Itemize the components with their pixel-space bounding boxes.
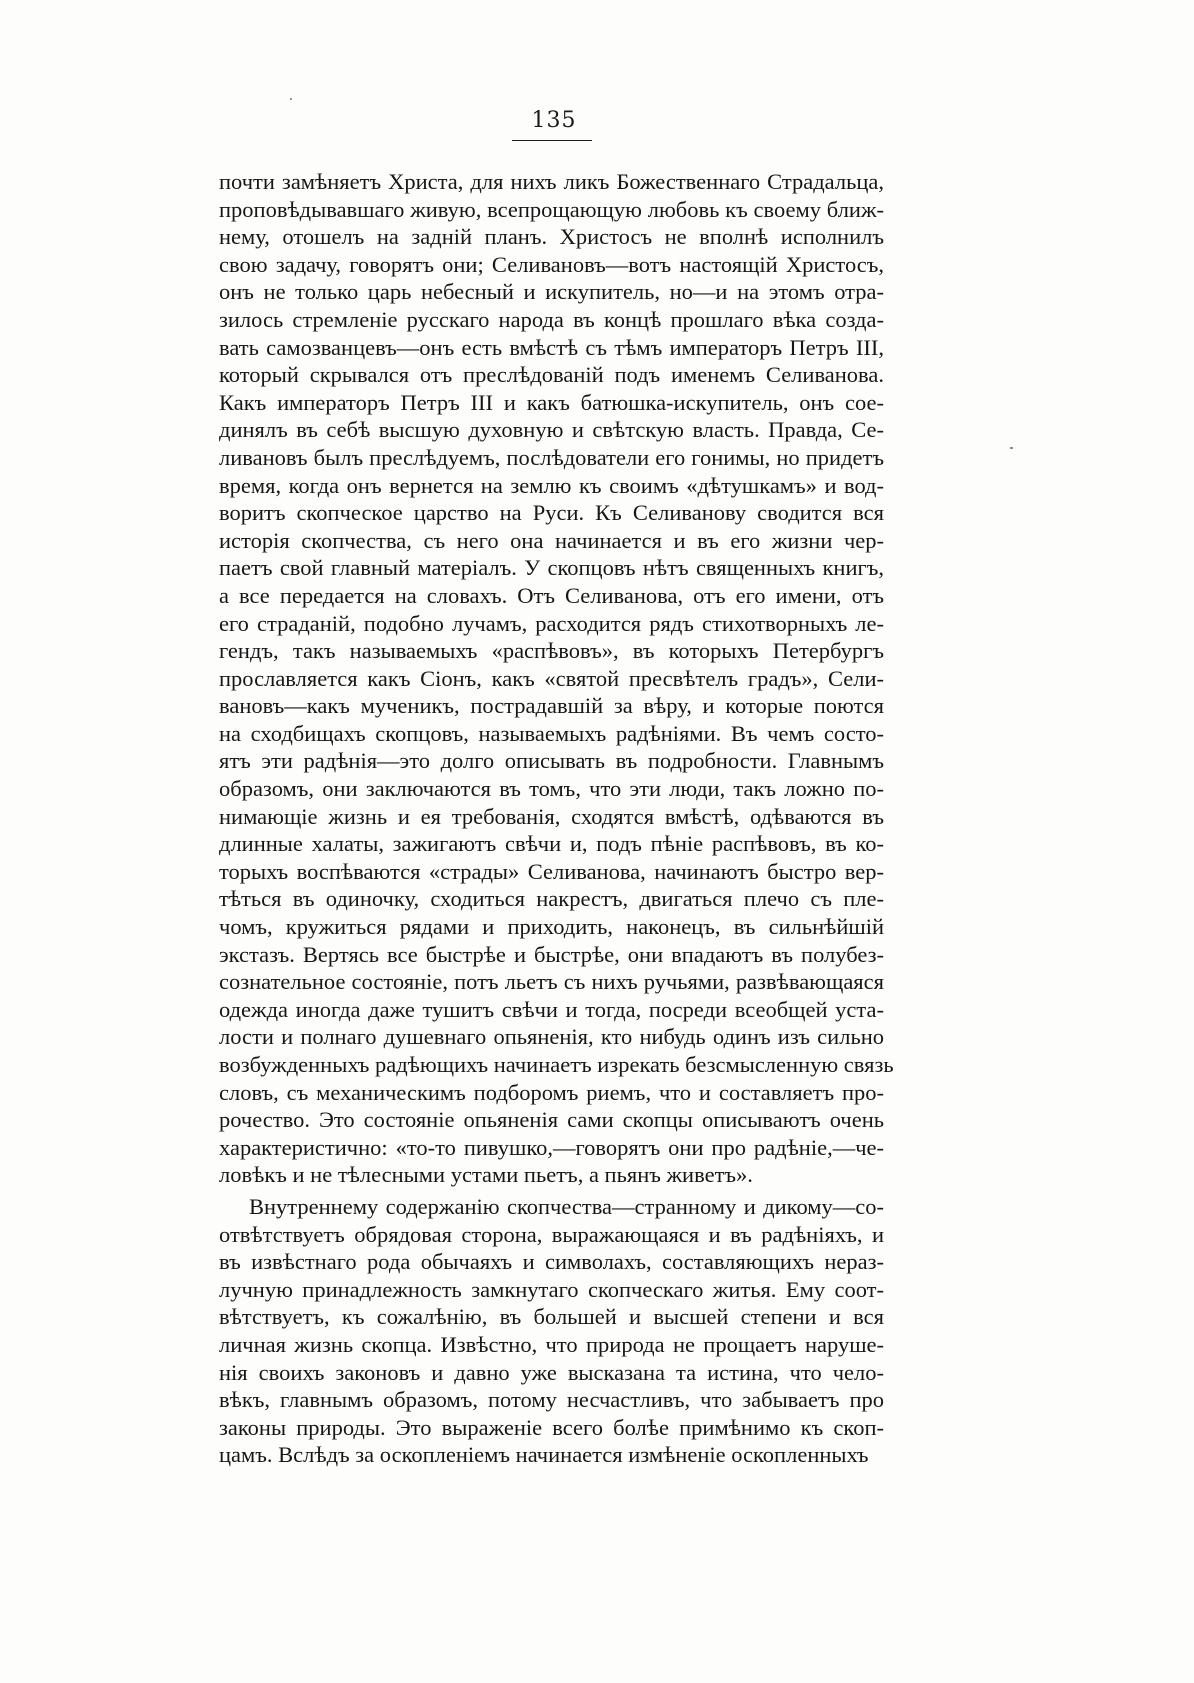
text-line: время, когда онъ вернется на землю къ своимъ «дѣтушкамъ» и вод- bbox=[219, 472, 884, 498]
page-number-rule bbox=[512, 140, 592, 141]
text-line: торыхъ воспѣваются «страды» Селиванова, начинаютъ быстро вер- bbox=[219, 858, 884, 884]
text-line: воритъ скопческое царство на Руси. Къ Селиванову сводится вся bbox=[219, 500, 884, 526]
text-line: который скрывался отъ преслѣдованій подъ именемъ Селиванова. bbox=[219, 362, 884, 388]
text-line: экстазъ. Вертясь все быстрѣе и быстрѣе, они впадаютъ въ полубез- bbox=[219, 941, 884, 967]
text-line: тѣться въ одиночку, сходиться накрестъ, двигаться плечо съ пле- bbox=[219, 886, 884, 912]
text-line: а все передается на словахъ. Отъ Селиванова, отъ его имени, отъ bbox=[219, 582, 884, 608]
text-line: Какъ императоръ Петръ III и какъ батюшка-искупитель, онъ сое- bbox=[219, 389, 884, 415]
text-line: паетъ свой главный матеріалъ. У скопцовъ нѣтъ священныхъ книгъ, bbox=[219, 555, 884, 581]
text-line: ловѣкъ и не тѣлесными устами пьетъ, а пьянъ живетъ». bbox=[219, 1162, 753, 1188]
page-number: 135 bbox=[531, 108, 577, 133]
text-line: вѣтствуетъ, къ сожалѣнію, въ большей и высшей степени и вся bbox=[219, 1304, 884, 1330]
text-line: онъ не только царь небесный и искупитель, но—и на этомъ отра- bbox=[219, 279, 884, 305]
text-line: его страданій, подобно лучамъ, расходится рядъ стихотворныхъ ле- bbox=[219, 610, 884, 636]
text-line: нему, отошелъ на задній планъ. Христосъ не вполнѣ исполнилъ bbox=[219, 224, 884, 250]
text-line: на сходбищахъ скопцовъ, называемыхъ радѣніями. Въ чемъ состо- bbox=[219, 720, 884, 746]
scan-speck bbox=[1010, 447, 1013, 449]
text-line: Внутреннему содержанію скопчества—странному и дикому—со- bbox=[249, 1193, 884, 1219]
text-line: вать самозванцевъ—онъ есть вмѣстѣ съ тѣмъ императоръ Петръ III, bbox=[219, 334, 884, 360]
text-line: лучную принадлежность замкнутаго скопческаго житья. Ему соот- bbox=[219, 1276, 884, 1302]
paragraph bbox=[219, 1193, 884, 1469]
text-line: вановъ—какъ мученикъ, пострадавшій за вѣру, и которые поются bbox=[219, 693, 884, 719]
text-line: отвѣтствуетъ обрядовая сторона, выражающаяся и въ радѣніяхъ, и bbox=[219, 1221, 884, 1247]
text-line: нія своихъ законовъ и давно уже высказана та истина, что чело- bbox=[219, 1359, 884, 1385]
body-text bbox=[219, 168, 894, 1469]
text-line: возбужденныхъ радѣющихъ начинаетъ изрекать безсмысленную связь bbox=[219, 1052, 894, 1077]
text-line: исторія скопчества, съ него она начинается и въ его жизни чер- bbox=[219, 527, 884, 553]
text-line: рочество. Это состояніе опьяненія сами скопцы описываютъ очень bbox=[219, 1107, 884, 1133]
text-line: сознательное состояніе, потъ льетъ съ нихъ ручьями, развѣвающаяся bbox=[219, 969, 884, 995]
text-line: ливановъ былъ преслѣдуемъ, послѣдователи его гонимы, но придетъ bbox=[219, 444, 884, 470]
text-line: лости и полнаго душевнаго опьяненія, кто нибудь одинъ изъ сильно bbox=[219, 1024, 884, 1050]
text-line: нимающіе жизнь и ея требованія, сходятся вмѣстѣ, одѣваются въ bbox=[219, 803, 884, 829]
text-line: прославляется какъ Сіонъ, какъ «святой пресвѣтелъ градъ», Сели- bbox=[219, 665, 884, 691]
text-line: въ извѣстнаго рода обычаяхъ и символахъ, составляющихъ нераз- bbox=[219, 1249, 884, 1275]
text-line: вѣкъ, главнымъ образомъ, потому несчастливъ, что забываетъ про bbox=[219, 1387, 884, 1413]
text-line: образомъ, они заключаются въ томъ, что эти люди, такъ ложно по- bbox=[219, 776, 884, 802]
text-line: одежда иногда даже тушитъ свѣчи и тогда, посреди всеобщей уста- bbox=[219, 996, 884, 1022]
text-line: свою задачу, говорятъ они; Селивановъ—вотъ настоящій Христосъ, bbox=[219, 251, 884, 277]
text-line: зилось стремленіе русскаго народа въ концѣ прошлаго вѣка созда- bbox=[219, 306, 884, 332]
paragraph bbox=[219, 168, 894, 1189]
text-line: проповѣдывавшаго живую, всепрощающую любовь къ своему ближ- bbox=[219, 196, 884, 222]
text-line: цамъ. Вслѣдъ за оскопленіемъ начинается измѣненіе оскопленныхъ bbox=[219, 1442, 869, 1468]
text-line: характеристично: «то-то пивушко,—говорятъ они про радѣніе,—че- bbox=[219, 1134, 884, 1160]
text-line: длинные халаты, зажигаютъ свѣчи и, подъ пѣніе распѣвовъ, въ ко- bbox=[219, 831, 884, 857]
text-line: словъ, съ механическимъ подборомъ риемъ, что и составляетъ про- bbox=[219, 1079, 884, 1105]
scan-speck bbox=[290, 98, 292, 100]
text-line: почти замѣняетъ Христа, для нихъ ликъ Божественнаго Страдальца, bbox=[219, 169, 884, 194]
text-line: чомъ, кружиться рядами и приходить, наконецъ, въ сильнѣйшій bbox=[219, 914, 884, 940]
text-line: динялъ въ себѣ высшую духовную и свѣтскую власть. Правда, Се- bbox=[219, 417, 884, 443]
text-line: личная жизнь скопца. Извѣстно, что природа не прощаетъ наруше- bbox=[219, 1331, 884, 1357]
text-line: гендъ, такъ называемыхъ «распѣвовъ», въ которыхъ Петербургъ bbox=[219, 638, 884, 664]
text-line: ятъ эти радѣнія—это долго описывать въ подробности. Главнымъ bbox=[219, 748, 884, 774]
text-line: законы природы. Это выраженіе всего болѣе примѣнимо къ скоп- bbox=[219, 1414, 884, 1440]
